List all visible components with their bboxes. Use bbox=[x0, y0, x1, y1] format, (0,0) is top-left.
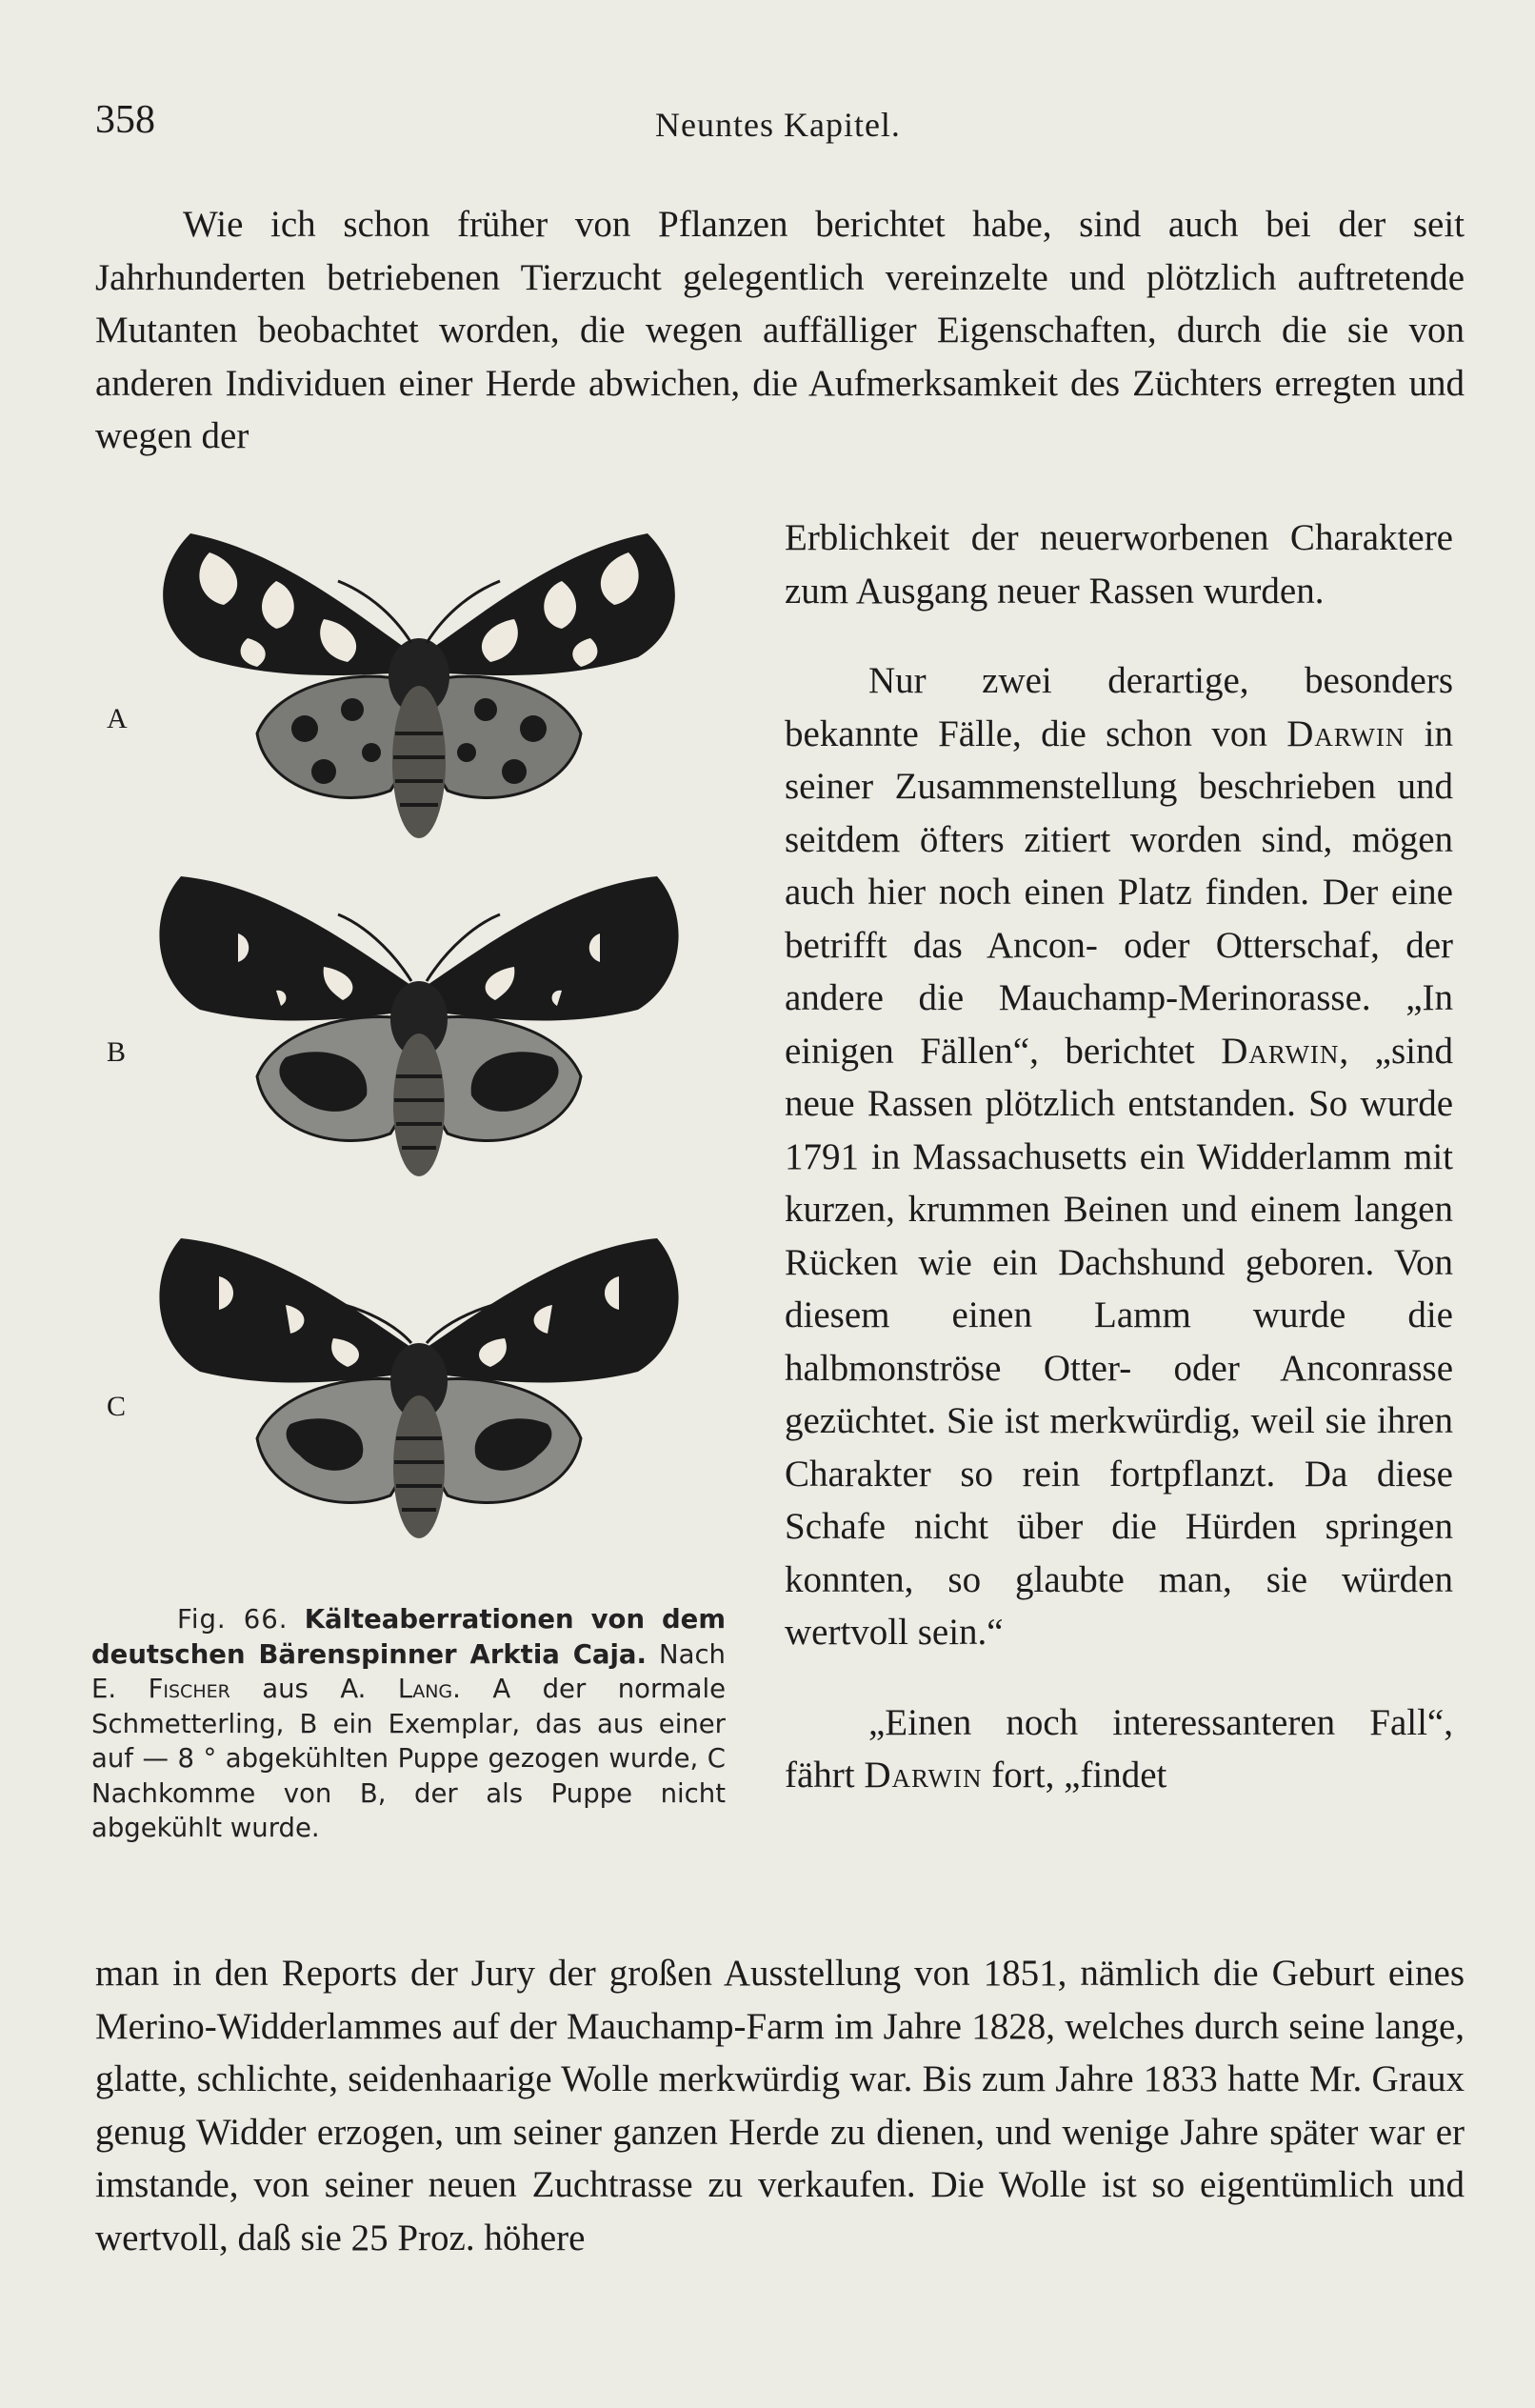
figure-caption bbox=[91, 1602, 726, 1846]
paragraph-intro bbox=[95, 198, 1465, 463]
caption-figure-number: Fig. 66. bbox=[177, 1604, 289, 1635]
paragraph-col-2 bbox=[785, 654, 1453, 1659]
caption-title: Kälteaberrationen von dem deutschen Bärenspinner Arktia Caja. bbox=[91, 1604, 726, 1670]
caption-author-lang: Lang bbox=[397, 1674, 453, 1704]
running-head: Neuntes Kapitel. bbox=[655, 106, 901, 144]
caption-description: . A der normale Schmetterling, B ein Exemplar, das aus einer auf — 8 ° abgekühlten Puppe gezogen wurde, C Nachkomme von B, der als Puppe nicht abgekühlt wurde. bbox=[91, 1674, 727, 1843]
name-darwin: Darwin bbox=[864, 1755, 983, 1796]
caption-source-a: Nach E. bbox=[91, 1638, 726, 1704]
paragraph-col-2-part-c: , „sind neue Rassen plötzlich entstanden. So wurde 1791 in Massachusetts ein Widderlamm mit kurzen, krummen Beinen und einem langen Rücken wie ein Dachshund geboren. Von diesem einen Lamm wurde die halbmonströse Otter- oder Anconrasse gezüchtet. Sie ist merkwürdig, weil sie ihren Charakter so rein fortpflanzt. Da diese Schafe nicht über die Hürden springen konnten, so glaubte man, sie würden wertvoll sein.“ bbox=[785, 1030, 1453, 1653]
caption-source-b: aus A. bbox=[229, 1674, 398, 1704]
caption-body bbox=[91, 1602, 726, 1846]
figure-label-a: A bbox=[107, 703, 128, 734]
paragraph-continuation bbox=[95, 1947, 1465, 2264]
paragraph-intro-text: Wie ich schon früher von Pflanzen berichtet habe, sind auch bei der seit Jahrhunderten betriebenen Tierzucht gelegentlich vereinzelte und plötzlich auftretende Mutanten beobachtet worden, die wegen auffälliger Eigenschaften, durch die sie von anderen Individuen einer Herde abwichen, die Aufmerksamkeit des Züchters erregten und wegen der bbox=[95, 204, 1465, 456]
moth-a-row bbox=[95, 514, 743, 886]
moth-a-illustration bbox=[133, 514, 705, 876]
moth-b-illustration bbox=[133, 867, 705, 1210]
moth-b-row bbox=[95, 867, 743, 1238]
moth-c-illustration bbox=[133, 1229, 705, 1572]
right-column-text bbox=[785, 474, 1453, 1839]
paragraph-col-2-part-a: Nur zwei derartige, besonders bekannte Fälle, die schon von bbox=[785, 660, 1453, 754]
paragraph-col-1: Erblichkeit der neuerworbenen Charaktere zum Ausgang neuer Rassen wurden. bbox=[785, 517, 1453, 612]
moth-c-row bbox=[95, 1229, 743, 1600]
paragraph-col-2-part-b: in seiner Zusammenstellung beschrieben und seitdem öfters zitiert worden sind, mögen auch hier noch einen Platz finden. Der eine betrifft das Ancon- oder Otterschaf, der andere die Mauchamp-Merinorasse. „In einigen Fällen“, berichtet bbox=[785, 712, 1453, 1072]
paragraph-col-3-part-a: „Einen noch interessanteren Fall“, fährt bbox=[785, 1701, 1453, 1796]
paragraph-col-3 bbox=[785, 1696, 1453, 1802]
name-darwin: Darwin bbox=[1286, 712, 1405, 754]
caption-author-fischer: Fischer bbox=[148, 1674, 230, 1704]
page-header bbox=[95, 97, 1457, 154]
figure-label-b: B bbox=[107, 1036, 127, 1068]
figure-66 bbox=[95, 514, 743, 1600]
page-number: 358 bbox=[95, 98, 155, 142]
paragraph-continuation-text: man in den Reports der Jury der großen Ausstellung von 1851, nämlich die Geburt eines Merino-Widderlammes auf der Mauchamp-Farm im Jahre 1828, welches durch seine lange, glatte, schlichte, seidenhaarige Wolle merkwürdig war. Bis zum Jahre 1833 hatte Mr. Graux genug Widder erzogen, um seiner ganzen Herde zu dienen, und wenige Jahre später war er imstande, von seiner neuen Zuchtrasse zu verkaufen. Die Wolle ist so eigentümlich und wertvoll, daß sie 25 Proz. höhere bbox=[95, 1953, 1465, 2258]
figure-label-c: C bbox=[107, 1391, 127, 1422]
paragraph-col-3-part-b: fort, „findet bbox=[982, 1755, 1167, 1796]
name-darwin: Darwin bbox=[1221, 1030, 1340, 1072]
